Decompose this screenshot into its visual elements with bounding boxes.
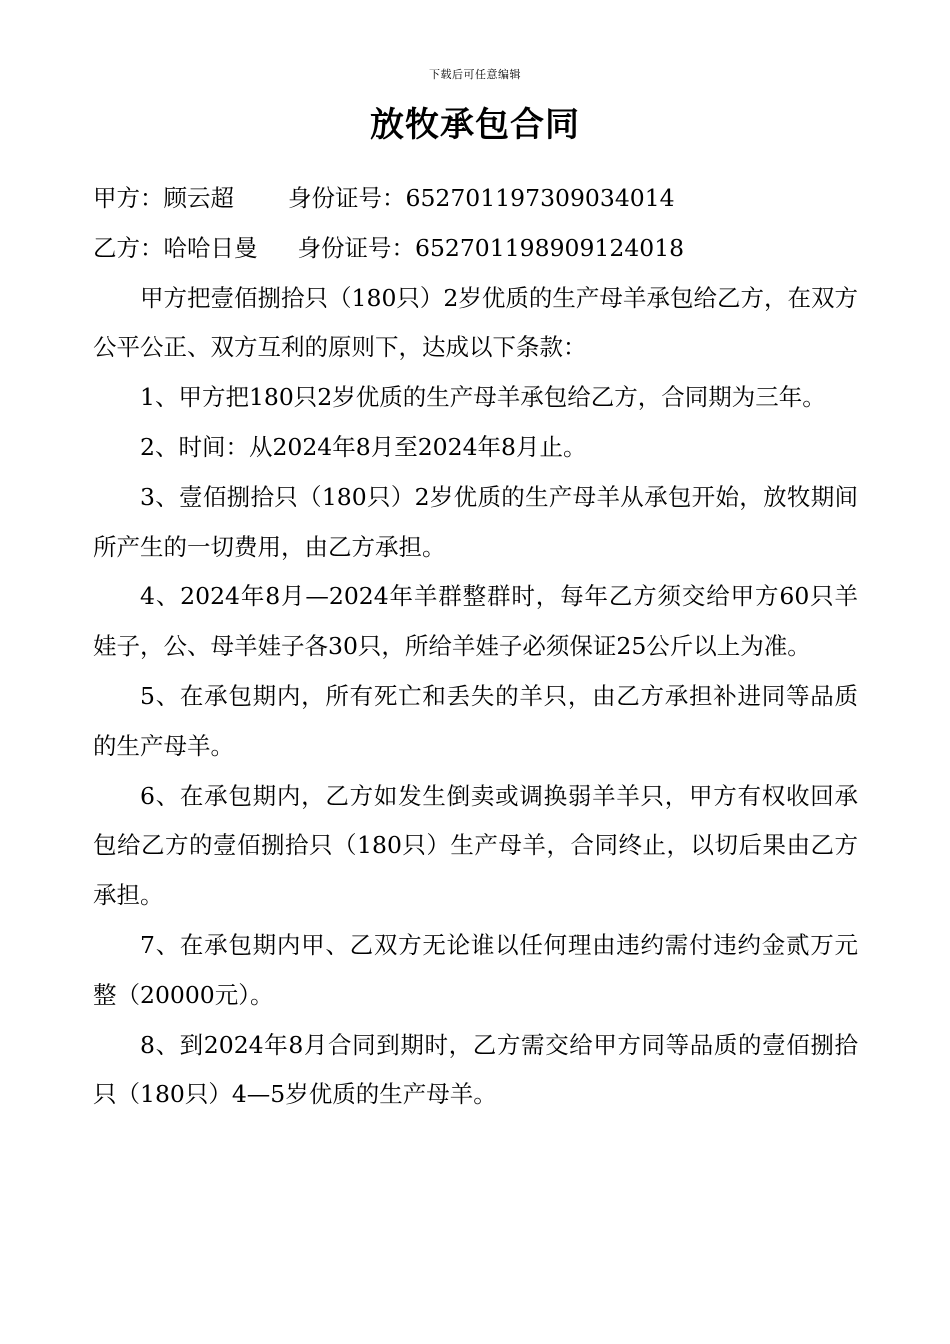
party-b-id: 身份证号：652701198909124018 (297, 233, 685, 262)
clause-2: 2、时间：从2024年8月至2024年8月止。 (140, 432, 587, 461)
clause-7: 7、在承包期内甲、乙双方无论谁以任何理由违约需付违约金贰万元整（20000元）。 (93, 930, 858, 1009)
clause-6: 6、在承包期内，乙方如发生倒卖或调换弱羊羊只，甲方有权收回承包给乙方的壹佰捌拾只（180只）生产母羊，合同终止，以切后果由乙方承担。 (93, 781, 858, 910)
party-b-line (93, 224, 858, 274)
party-b-name: 乙方：哈哈日曼 (93, 233, 258, 262)
party-a-id: 身份证号：652701197309034014 (288, 184, 675, 212)
document-title: 放牧承包合同 (370, 105, 580, 145)
clause-8: 8、到2024年8月合同到期时，乙方需交给甲方同等品质的壹佰捌拾只（180只）4—5岁优质的生产母羊。 (93, 1030, 858, 1109)
intro-paragraph: 甲方把壹佰捌拾只（180只）2岁优质的生产母羊承包给乙方，在双方公平公正、双方互利的原则下，达成以下条款： (93, 283, 858, 362)
contract-body (93, 174, 858, 1120)
clause-4: 4、2024年8月—2024年羊群整群时，每年乙方须交给甲方60只羊娃子，公、母羊娃子各30只，所给羊娃子必须保证25公斤以上为准。 (93, 582, 858, 661)
clause-5: 5、在承包期内，所有死亡和丢失的羊只，由乙方承担补进同等品质的生产母羊。 (93, 681, 858, 760)
header-note: 下载后可任意编辑 (429, 68, 521, 81)
clause-3: 3、壹佰捌拾只（180只）2岁优质的生产母羊从承包开始，放牧期间所产生的一切费用，由乙方承担。 (93, 482, 858, 561)
party-a-line (93, 174, 858, 224)
clause-1: 1、甲方把180只2岁优质的生产母羊承包给乙方，合同期为三年。 (140, 383, 826, 412)
party-a-name: 甲方：顾云超 (93, 184, 234, 212)
